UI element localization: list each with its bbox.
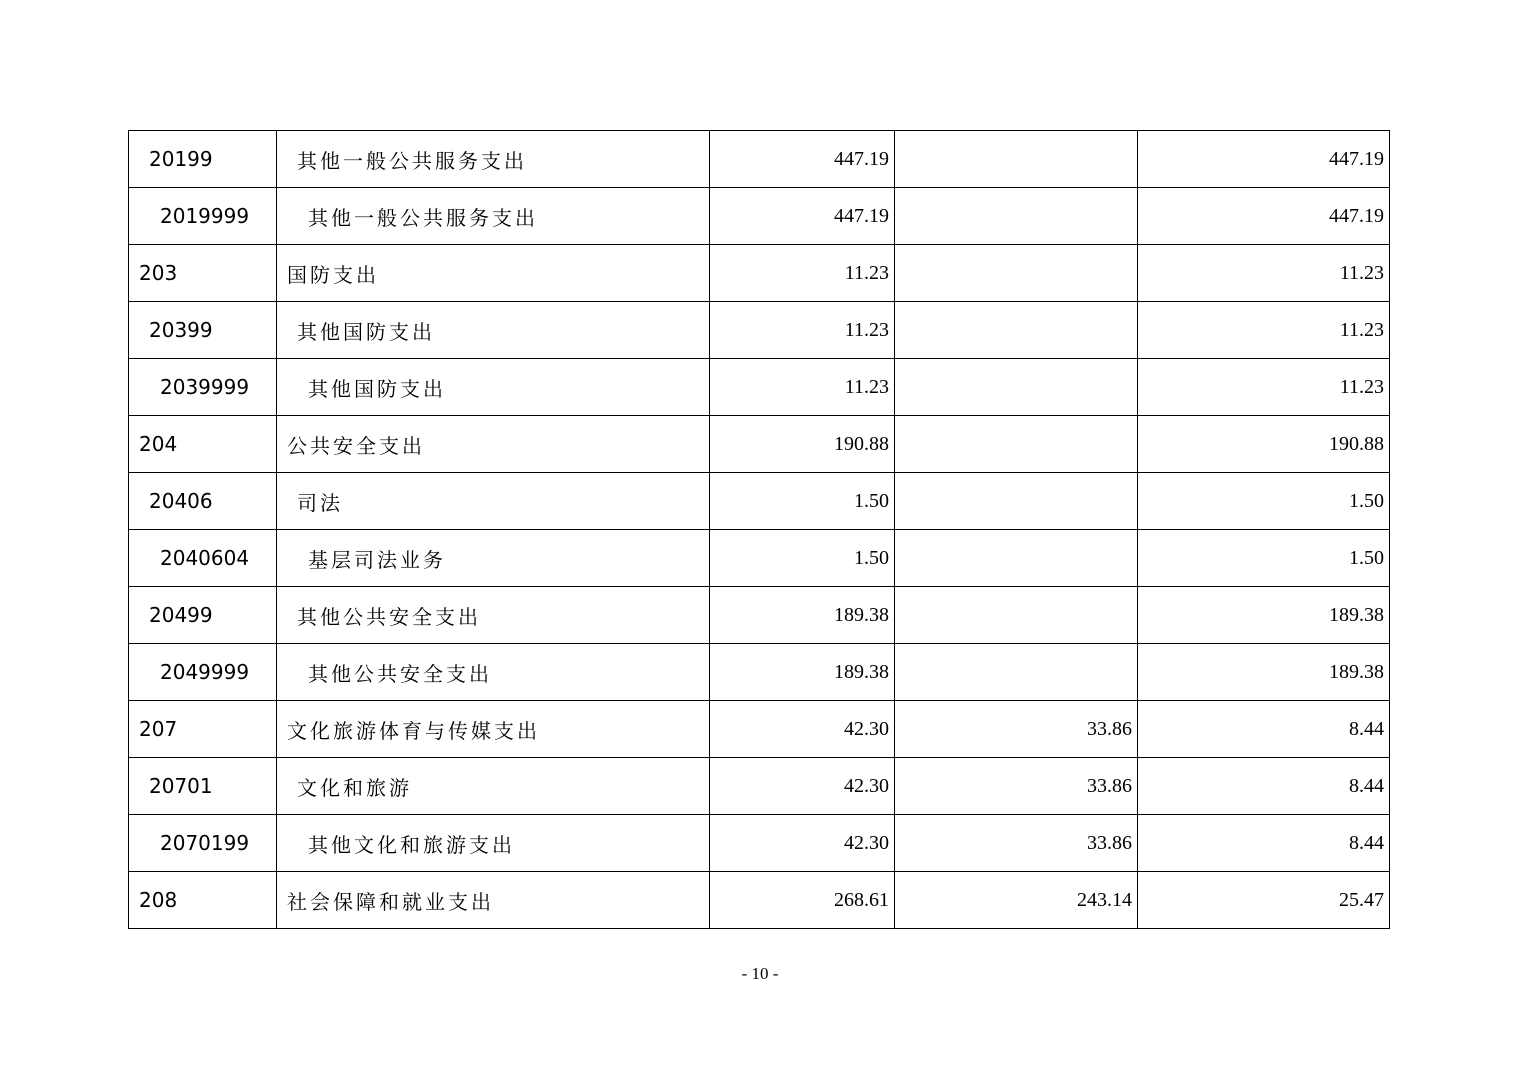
table-row xyxy=(129,131,1390,188)
total-cell: 11.23 xyxy=(710,245,895,302)
total-cell: 189.38 xyxy=(710,587,895,644)
code-cell: 20406 xyxy=(129,473,277,530)
table-row xyxy=(129,587,1390,644)
basic-cell: 243.14 xyxy=(895,872,1138,929)
project-cell: 190.88 xyxy=(1138,416,1390,473)
table-row xyxy=(129,245,1390,302)
table-row xyxy=(129,359,1390,416)
basic-cell xyxy=(895,359,1138,416)
project-cell: 1.50 xyxy=(1138,473,1390,530)
project-cell: 1.50 xyxy=(1138,530,1390,587)
code-cell: 20499 xyxy=(129,587,277,644)
table-row xyxy=(129,302,1390,359)
code-cell: 2040604 xyxy=(129,530,277,587)
table-row xyxy=(129,188,1390,245)
total-cell: 1.50 xyxy=(710,530,895,587)
name-cell: 文化旅游体育与传媒支出 xyxy=(277,701,710,758)
name-cell: 其他公共安全支出 xyxy=(277,587,710,644)
project-cell: 11.23 xyxy=(1138,245,1390,302)
table-row xyxy=(129,701,1390,758)
basic-cell xyxy=(895,245,1138,302)
name-cell: 其他一般公共服务支出 xyxy=(277,131,710,188)
code-cell: 207 xyxy=(129,701,277,758)
name-cell: 文化和旅游 xyxy=(277,758,710,815)
basic-cell: 33.86 xyxy=(895,701,1138,758)
basic-cell xyxy=(895,644,1138,701)
code-cell: 203 xyxy=(129,245,277,302)
basic-cell xyxy=(895,473,1138,530)
total-cell: 42.30 xyxy=(710,758,895,815)
total-cell: 447.19 xyxy=(710,188,895,245)
project-cell: 447.19 xyxy=(1138,188,1390,245)
total-cell: 11.23 xyxy=(710,359,895,416)
project-cell: 8.44 xyxy=(1138,701,1390,758)
basic-cell xyxy=(895,302,1138,359)
project-cell: 11.23 xyxy=(1138,359,1390,416)
code-cell: 20701 xyxy=(129,758,277,815)
basic-cell: 33.86 xyxy=(895,815,1138,872)
table-row xyxy=(129,530,1390,587)
name-cell: 其他国防支出 xyxy=(277,302,710,359)
code-cell: 208 xyxy=(129,872,277,929)
name-cell: 司法 xyxy=(277,473,710,530)
total-cell: 42.30 xyxy=(710,701,895,758)
table-row xyxy=(129,644,1390,701)
total-cell: 42.30 xyxy=(710,815,895,872)
name-cell: 国防支出 xyxy=(277,245,710,302)
project-cell: 447.19 xyxy=(1138,131,1390,188)
code-cell: 2049999 xyxy=(129,644,277,701)
page-number: - 10 - xyxy=(741,964,779,983)
code-cell: 2070199 xyxy=(129,815,277,872)
project-cell: 11.23 xyxy=(1138,302,1390,359)
code-cell: 20199 xyxy=(129,131,277,188)
name-cell: 其他文化和旅游支出 xyxy=(277,815,710,872)
basic-cell xyxy=(895,188,1138,245)
name-cell: 其他国防支出 xyxy=(277,359,710,416)
total-cell: 447.19 xyxy=(710,131,895,188)
name-cell: 其他一般公共服务支出 xyxy=(277,188,710,245)
code-cell: 20399 xyxy=(129,302,277,359)
project-cell: 25.47 xyxy=(1138,872,1390,929)
code-cell: 2019999 xyxy=(129,188,277,245)
table-row xyxy=(129,416,1390,473)
total-cell: 268.61 xyxy=(710,872,895,929)
table-row xyxy=(129,872,1390,929)
table-row xyxy=(129,473,1390,530)
table-row xyxy=(129,815,1390,872)
total-cell: 1.50 xyxy=(710,473,895,530)
budget-table xyxy=(128,130,1390,929)
project-cell: 8.44 xyxy=(1138,815,1390,872)
basic-cell xyxy=(895,530,1138,587)
table-row xyxy=(129,758,1390,815)
total-cell: 189.38 xyxy=(710,644,895,701)
name-cell: 社会保障和就业支出 xyxy=(277,872,710,929)
project-cell: 189.38 xyxy=(1138,644,1390,701)
code-cell: 204 xyxy=(129,416,277,473)
total-cell: 11.23 xyxy=(710,302,895,359)
project-cell: 8.44 xyxy=(1138,758,1390,815)
basic-cell xyxy=(895,131,1138,188)
project-cell: 189.38 xyxy=(1138,587,1390,644)
name-cell: 其他公共安全支出 xyxy=(277,644,710,701)
basic-cell xyxy=(895,587,1138,644)
total-cell: 190.88 xyxy=(710,416,895,473)
basic-cell: 33.86 xyxy=(895,758,1138,815)
name-cell: 公共安全支出 xyxy=(277,416,710,473)
basic-cell xyxy=(895,416,1138,473)
table-body xyxy=(129,131,1390,929)
name-cell: 基层司法业务 xyxy=(277,530,710,587)
code-cell: 2039999 xyxy=(129,359,277,416)
